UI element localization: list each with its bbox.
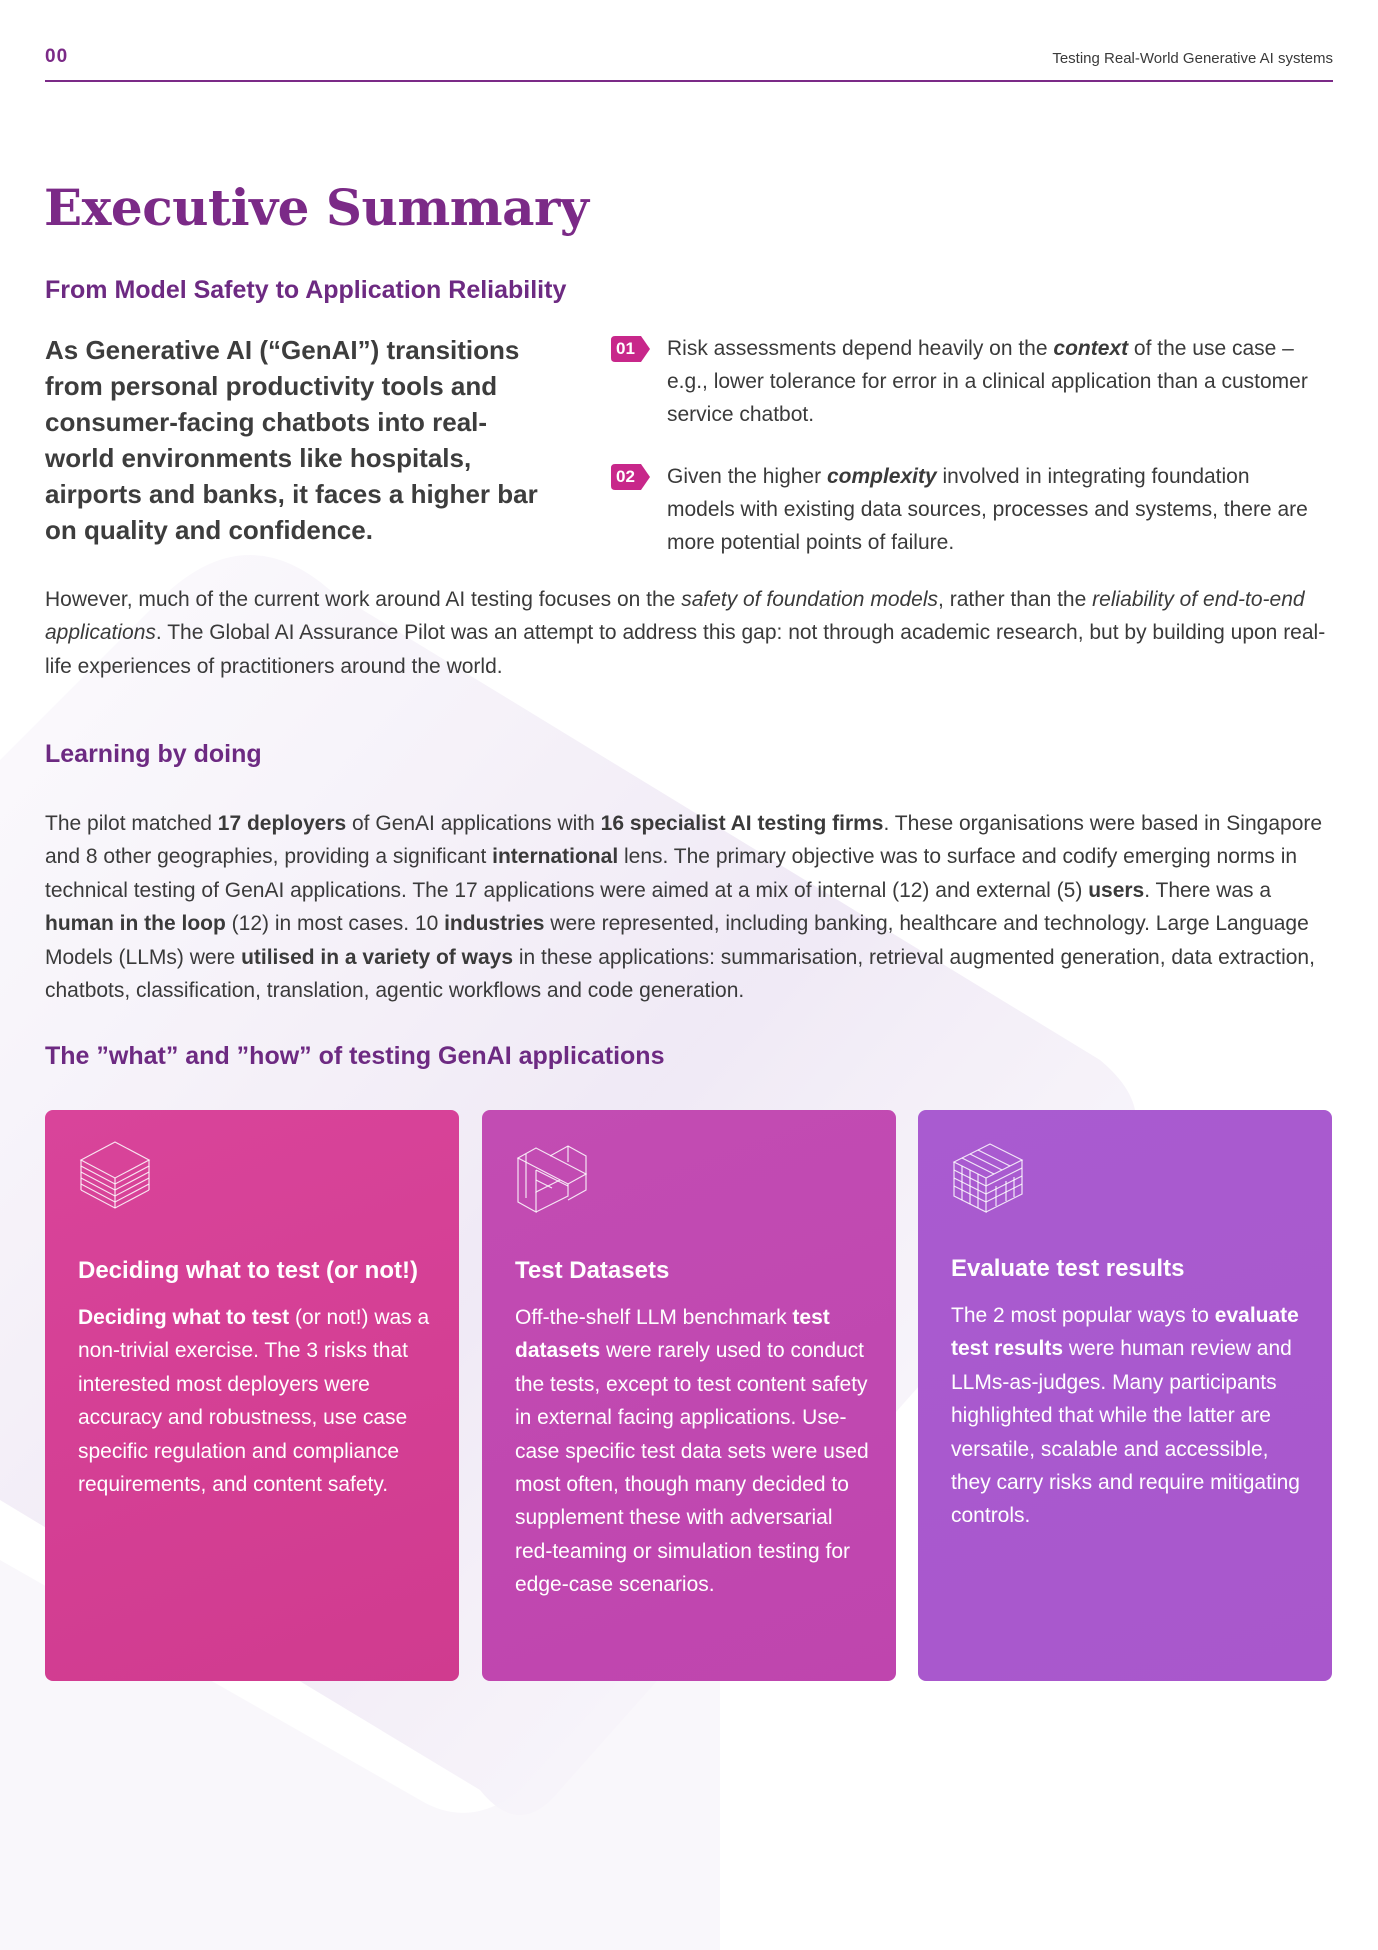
key-point-text: Given the higher complexity involved in integrating foundation models with existing data sources, processes and systems, there are more potential points of failure. — [667, 465, 1308, 554]
card-test-datasets — [482, 1110, 896, 1681]
number-badge-icon — [611, 336, 651, 362]
section-heading-learning: Learning by doing — [45, 740, 262, 768]
card-title: Test Datasets — [515, 1257, 670, 1284]
pilot-paragraph: The pilot matched 17 deployers of GenAI applications with 16 specialist AI testing firms. These organisations were based in Singapore and 8 other geographies, providing a significant international lens. The primary objective was to surface and codify emerging norms in technical testing of GenAI applications. The 17 applications were aimed at a mix of internal (12) and external (5) users. There was a human in the loop (12) in most cases. 10 industries were represented, including banking, healthcare and technology. Large Language Models (LLMs) were utilised in a variety of ways in these applications: summarisation, retrieval augmented generation, data extraction, chatbots, classification, translation, agentic workflows and code generation. — [45, 812, 1323, 1003]
section-heading-what-how: The ”what” and ”how” of testing GenAI applications — [45, 1042, 665, 1070]
header-divider — [45, 80, 1333, 82]
lead-paragraph: As Generative AI (“GenAI”) transitions from personal productivity tools and consumer-facing chatbots into real-world environments like hospitals, airports and banks, it faces a higher bar on quality and confidence. — [45, 335, 538, 545]
card-deciding-what-to-test — [45, 1110, 459, 1681]
document-title: Testing Real-World Generative AI systems — [1052, 50, 1333, 67]
key-point-02 — [611, 460, 1311, 559]
card-body: The 2 most popular ways to evaluate test results were human review and LLMs-as-judges. Many participants highlighted that while the latter are versatile, scalable and accessible, they carry risks and require mitigating controls. — [951, 1304, 1300, 1528]
key-point-number: 02 — [616, 467, 635, 486]
card-body: Off-the-shelf LLM benchmark test datasets were rarely used to conduct the tests, except to test content safety in external facing applications. Use-case specific test data sets were used most often, though many decided to supplement these with adversarial red-teaming or simulation testing for edge-case scenarios. — [515, 1306, 869, 1597]
number-badge-icon — [611, 464, 651, 490]
card-evaluate-test-results — [918, 1110, 1332, 1681]
grid-blocks-icon — [952, 1140, 1024, 1220]
card-title: Evaluate test results — [951, 1255, 1185, 1282]
card-body: Deciding what to test (or not!) was a non-trivial exercise. The 3 risks that interested most deployers were accuracy and robustness, use case specific regulation and compliance requirements, and content safety. — [78, 1306, 430, 1497]
interlocking-blocks-icon — [516, 1140, 588, 1220]
gap-paragraph: However, much of the current work around AI testing focuses on the safety of foundation models, rather than the reliability of end-to-end applications. The Global AI Assurance Pilot was an attempt to address this gap: not through academic research, but by building upon real-life experiences of practitioners around the world. — [45, 588, 1326, 678]
page-number: 00 — [45, 46, 69, 67]
section-heading-model-safety: From Model Safety to Application Reliability — [45, 276, 567, 304]
key-point-text: Risk assessments depend heavily on the context of the use case – e.g., lower tolerance for error in a clinical application than a customer service chatbot. — [667, 337, 1308, 426]
key-point-01 — [611, 332, 1311, 431]
card-title: Deciding what to test (or not!) — [78, 1257, 418, 1284]
stacked-layers-icon — [79, 1140, 151, 1220]
page-title: Executive Summary — [44, 178, 589, 237]
key-point-number: 01 — [616, 339, 635, 358]
